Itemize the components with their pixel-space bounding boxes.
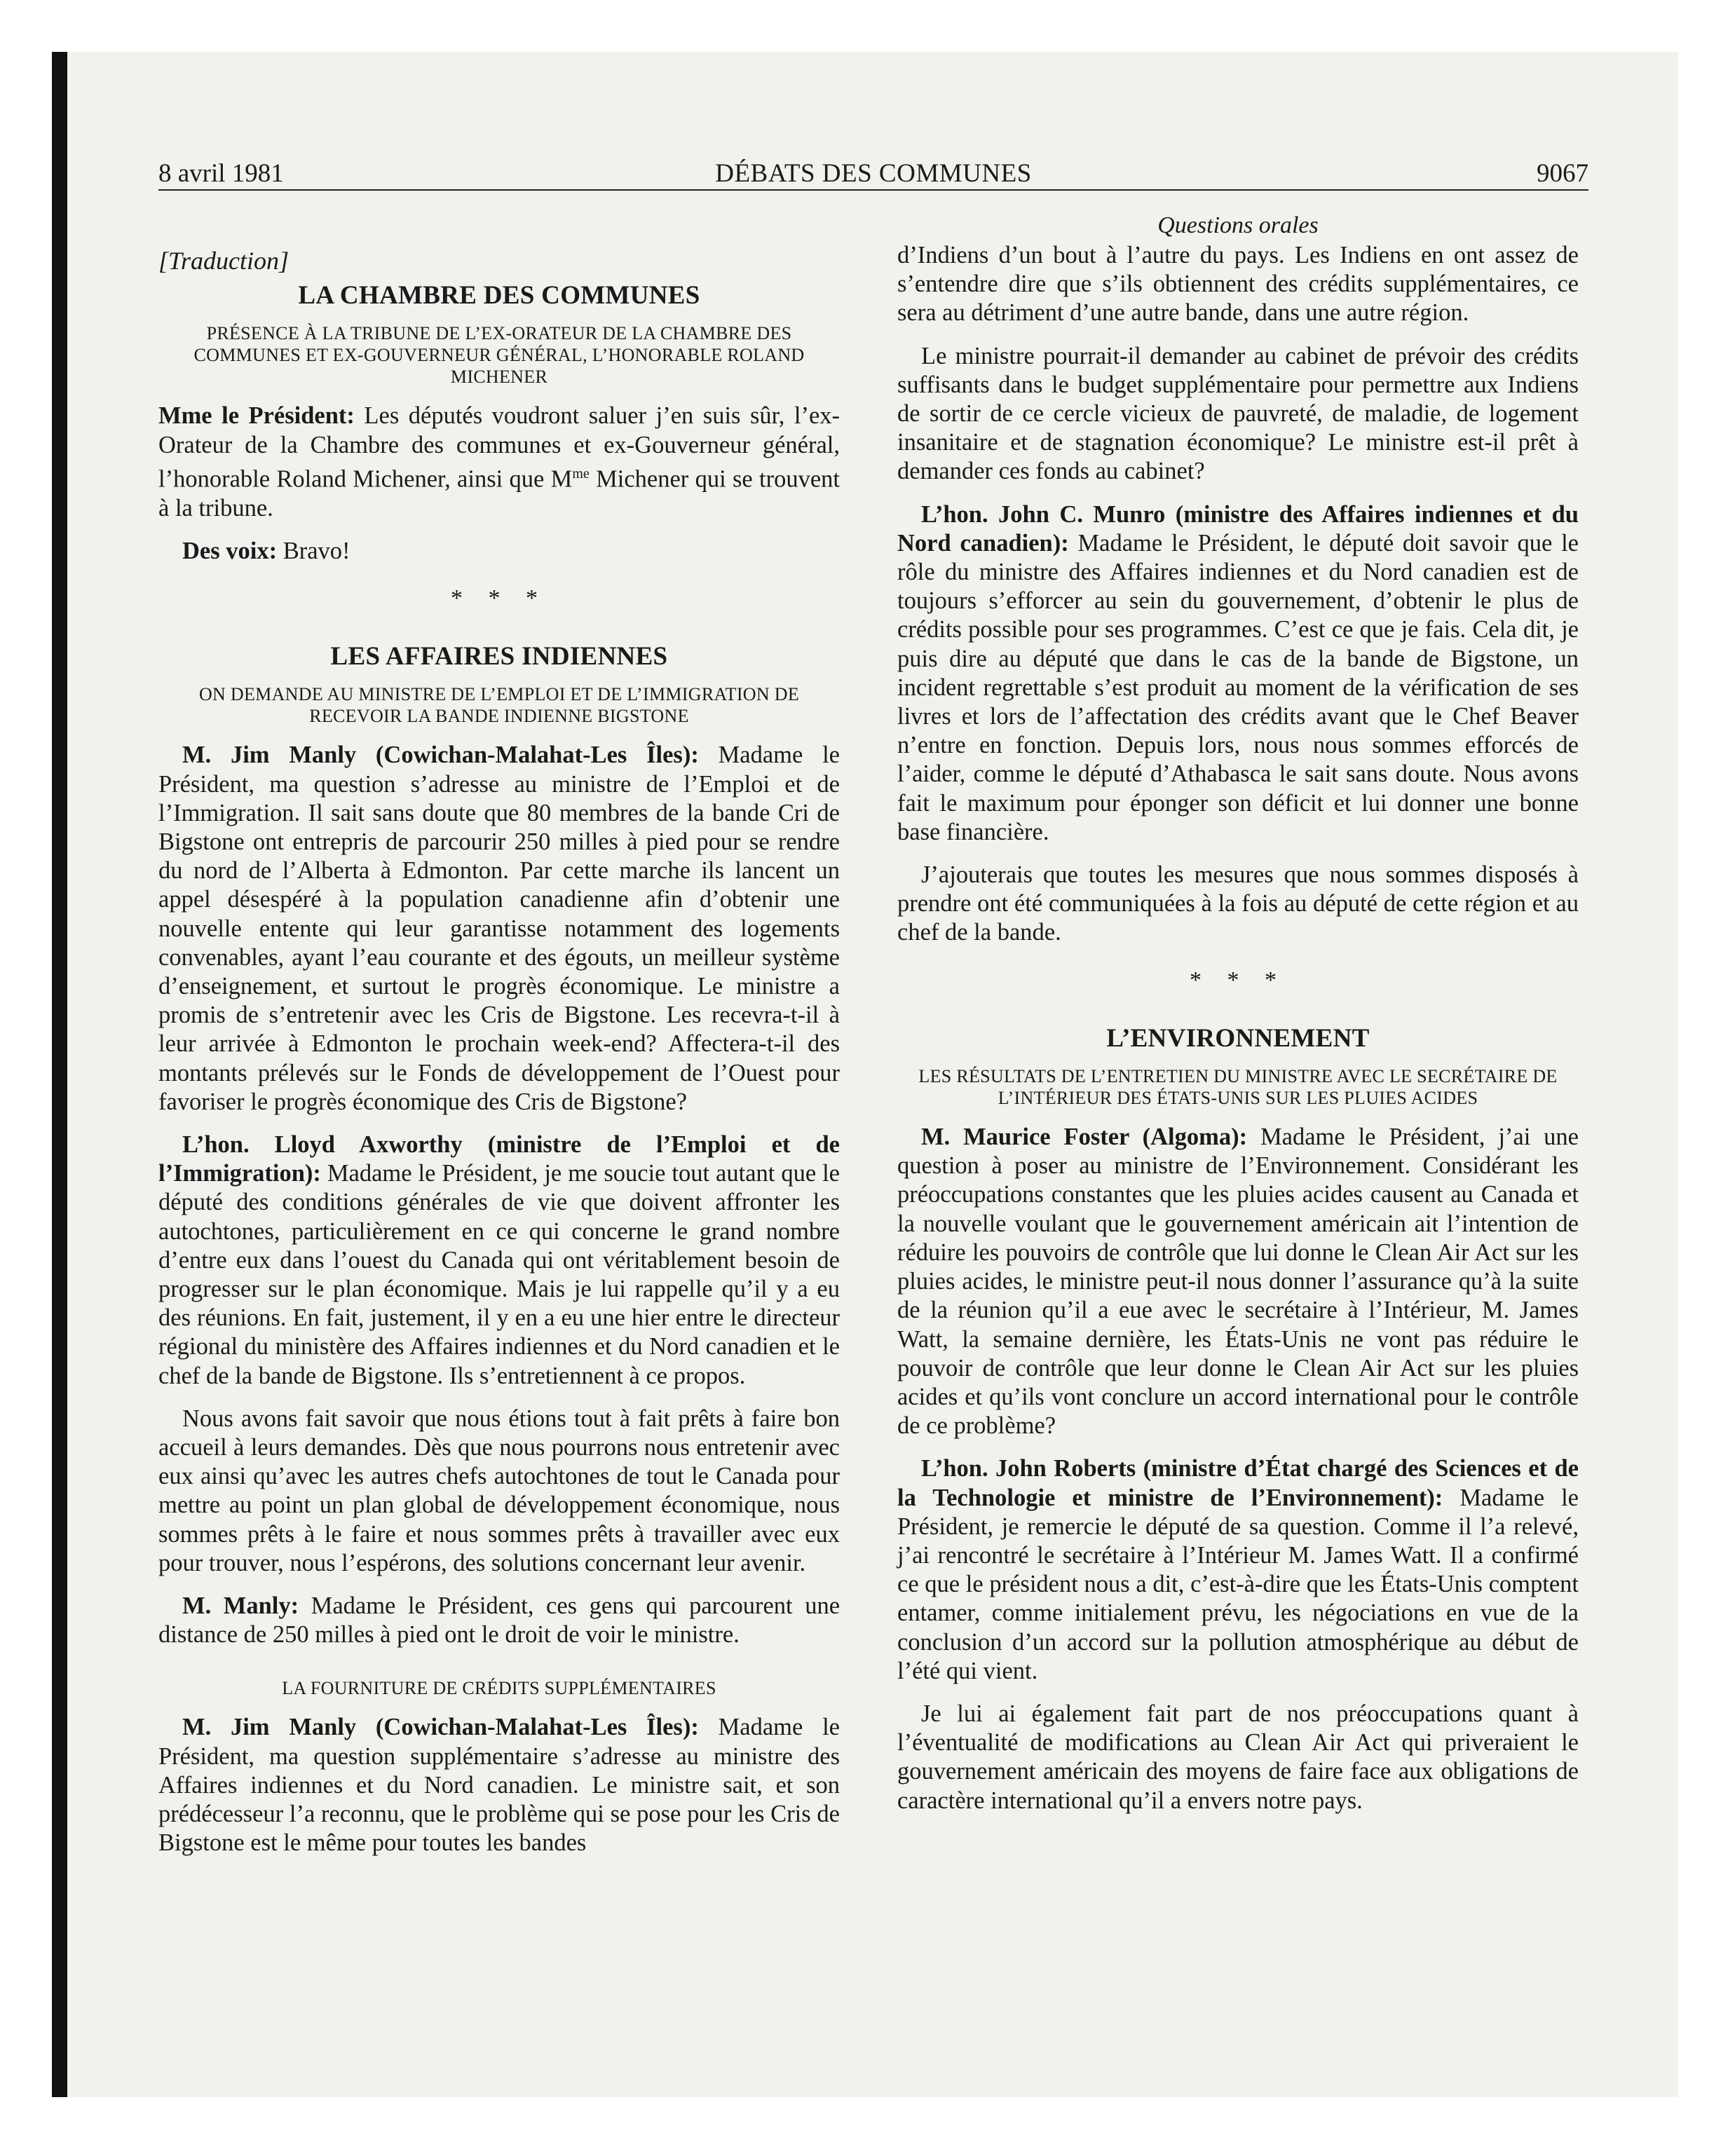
speaker-name: L’hon. John C. Munro (ministre des Affaires indiennes et du Nord canadien):	[897, 500, 1579, 557]
paragraph: d’Indiens d’un bout à l’autre du pays. Les Indiens en ont assez de s’entendre dire que s’ils obtiennent des crédits supplémentaires, ce sera au détriment d’une autre bande, dans une autre région.	[897, 242, 1579, 327]
heading-environnement: L’ENVIRONNEMENT	[1106, 1023, 1370, 1053]
paragraph: Je lui ai également fait part de nos préoccupations quant à l’éventualité de modifications au Clean Air Act qui priveraient le gouvernement américain des moyens de faire face aux obligations de caractère international qu’il a envers notre pays.	[897, 1700, 1579, 1814]
subheading-presence: PRÉSENCE À LA TRIBUNE DE L’EX-ORATEUR DE LA CHAMBRE DES COMMUNES ET EX-GOUVERNEUR GÉNÉRAL, L’HONORABLE ROLAND MICHENER	[193, 323, 805, 388]
right-column	[897, 210, 1579, 1829]
subheading-fourniture: LA FOURNITURE DE CRÉDITS SUPPLÉMENTAIRES	[282, 1678, 716, 1699]
paragraph: J’ajouterais que toutes les mesures que nous sommes disposés à prendre ont été communiquées à la fois au député de cette région et au chef de la bande.	[897, 861, 1579, 946]
speaker-name: L’hon. Lloyd Axworthy (ministre de l’Emploi et de l’Immigration):	[158, 1131, 840, 1187]
subheading-demande: ON DEMANDE AU MINISTRE DE L’EMPLOI ET DE L’IMMIGRATION DE RECEVOIR LA BANDE INDIENNE BIGSTONE	[198, 684, 800, 727]
paragraph: Mme le Président: Les députés voudront saluer j’en suis sûr, l’ex-Orateur de la Chambre des communes et ex-Gouverneur général, l’honorable Roland Michener, ainsi que $M^{me}$ Michener qui se trouvent à la tribune.	[158, 402, 841, 521]
paragraph: L’hon. John C. Munro (ministre des Affaires indiennes et du Nord canadien): Madame le Président, le député doit savoir que le rôle du ministre des Affaires indiennes et du Nord canadien est de toujours s’efforcer au sein du gouvernement, d’obtenir le plus de crédits possible pour ses programmes. C’est ce que je fais. Cela dit, je puis dire au député que dans le cas de la bande de Bigstone, un incident regrettable s’est produit au moment de la vérification de ses livres et lors de l’affectation des crédits avant que le Chef Beaver n’entre en fonction. Depuis lors, nous nous sommes efforcés de l’aider, comme le député d’Athabasca le sait sans doute. Nous avons fait le maximum pour éponger son déficit et lui donner une bonne base financière.	[897, 500, 1579, 845]
translation-note: [Traduction]	[158, 247, 290, 275]
speaker-name: M. Manly:	[182, 1592, 299, 1620]
header-date: 8 avril 1981	[158, 159, 284, 188]
header-page-number: 9067	[1537, 159, 1588, 188]
page-header	[158, 156, 1588, 191]
speaker-name: M. Jim Manly (Cowichan-Malahat-Les Îles):	[182, 1714, 699, 1741]
scan-edge-bar	[52, 52, 67, 2097]
subheading-resultats: LES RÉSULTATS DE L’ENTRETIEN DU MINISTRE AVEC LE SECRÉTAIRE DE L’INTÉRIEUR DES ÉTATS-UNIS SUR LES PLUIES ACIDES	[918, 1066, 1558, 1109]
paragraph: M. Jim Manly (Cowichan-Malahat-Les Îles): Madame le Président, ma question s’adresse au ministre de l’Emploi et de l’Immigration. Il sait sans doute que 80 membres de la bande Cri de Bigstone ont entrepris de parcourir 250 milles à pied pour se rendre du nord de l’Alberta à Edmonton. Par cette marche ils lancent un appel désespéré à la population canadienne afin d’obtenir une nouvelle entente qui leur garantisse notamment des logements convenables, ayant l’eau courante et des égouts, un meilleur système d’enseignement, et surtout le progrès économique. Le ministre a promis de s’entretenir avec les Cris de Bigstone. Les recevra-t-il à leur arrivée à Edmonton le prochain week-end? Affectera-t-il des montants prélevés sur le Fonds de développement de l’Ouest pour favoriser le progrès économique des Cris de Bigstone?	[158, 742, 840, 1115]
left-column	[158, 210, 840, 1871]
paragraph: Des voix: Bravo!	[182, 537, 351, 564]
paragraph: M. Maurice Foster (Algoma): Madame le Président, j’ai une question à poser au ministre de l’Environnement. Considérant les préoccupations constantes que les pluies acides causent au Canada et la nouvelle voulant que le gouvernement américain ait l’intention de réduire les pouvoirs de contrôle que lui donne le Clean Air Act sur les pluies acides, le ministre peut-il nous donner l’assurance qu’à la suite de la réunion qu’il a eue avec le secrétaire à l’Intérieur, M. James Watt, la semaine dernière, les États-Unis ne vont pas réduire le pouvoir de contrôle que leur donne le Clean Air Act sur les pluies acides et qu’ils vont conclure un accord international pour le contrôle de ce problème?	[897, 1124, 1579, 1440]
heading-affaires-indiennes: LES AFFAIRES INDIENNES	[330, 642, 668, 671]
section-separator: * * *	[451, 585, 547, 611]
section-separator: * * *	[1190, 967, 1286, 993]
speaker-name: Des voix:	[182, 537, 278, 564]
paragraph: Le ministre pourrait-il demander au cabinet de prévoir des crédits suffisants dans le budget supplémentaire pour permettre aux Indiens de sortir de ce cercle vicieux de pauvreté, de maladie, de logement insanitaire et de stagnation économique? Le ministre est-il prêt à demander ces fonds au cabinet?	[897, 342, 1579, 485]
speaker-name: L’hon. John Roberts (ministre d’État chargé des Sciences et de la Technologie et ministre de l’Environnement):	[897, 1455, 1579, 1511]
paragraph: L’hon. Lloyd Axworthy (ministre de l’Emploi et de l’Immigration): Madame le Président, je me soucie tout autant que le député des conditions générales de vie que doivent affronter les autochtones, particulièrement en ce qui concerne le grand nombre d’entre eux dans l’ouest du Canada qui ont véritablement besoin de progresser sur le plan économique. Mais je lui rappelle qu’il y a eu des réunions. En fait, justement, il y en a eu une hier entre le directeur régional du ministère des Affaires indiennes et du Nord canadien et le chef de la bande de Bigstone. Ils s’entretiennent à ce propos.	[158, 1131, 840, 1389]
header-title: DÉBATS DES COMMUNES	[715, 159, 1032, 188]
speaker-name: Mme le Président:	[158, 402, 355, 430]
paragraph: Nous avons fait savoir que nous étions tout à fait prêts à faire bon accueil à leurs demandes. Dès que nous pourrons nous entretenir avec eux ainsi qu’avec les autres chefs autochtones de tout le Canada pour mettre au point un plan global de développement économique, nous sommes prêts à le faire et nous sommes prêts à travailler avec eux pour trouver, nous l’espérons, des solutions concernant leur avenir.	[158, 1405, 840, 1576]
speaker-name: M. Maurice Foster (Algoma):	[921, 1124, 1248, 1151]
paragraph: L’hon. John Roberts (ministre d’État chargé des Sciences et de la Technologie et ministre de l’Environnement): Madame le Président, je remercie le député de sa question. Comme il l’a relevé, j’ai rencontré le secrétaire à l’Intérieur M. James Watt. Il a confirmé ce que le président nous a dit, c’est-à-dire que les États-Unis comptent entamer, comme initialement prévu, les négociations en vue de la conclusion d’un accord sur la pollution atmosphérique au début de l’été qui vient.	[897, 1455, 1579, 1684]
speaker-name: M. Jim Manly (Cowichan-Malahat-Les Îles):	[182, 742, 699, 769]
section-running-title: Questions orales	[1157, 212, 1319, 238]
paragraph: M. Jim Manly (Cowichan-Malahat-Les Îles): Madame le Président, ma question supplémentaire s’adresse au ministre des Affaires indiennes et du Nord canadien. Le ministre sait, et son prédécesseur l’a reconnu, que le problème qui se pose pour les Cris de Bigstone est le même pour toutes les bandes	[158, 1714, 840, 1857]
heading-chambre: LA CHAMBRE DES COMMUNES	[298, 281, 700, 311]
paragraph: M. Manly: Madame le Président, ces gens qui parcourent une distance de 250 milles à pied ont le droit de voir le ministre.	[158, 1592, 841, 1649]
